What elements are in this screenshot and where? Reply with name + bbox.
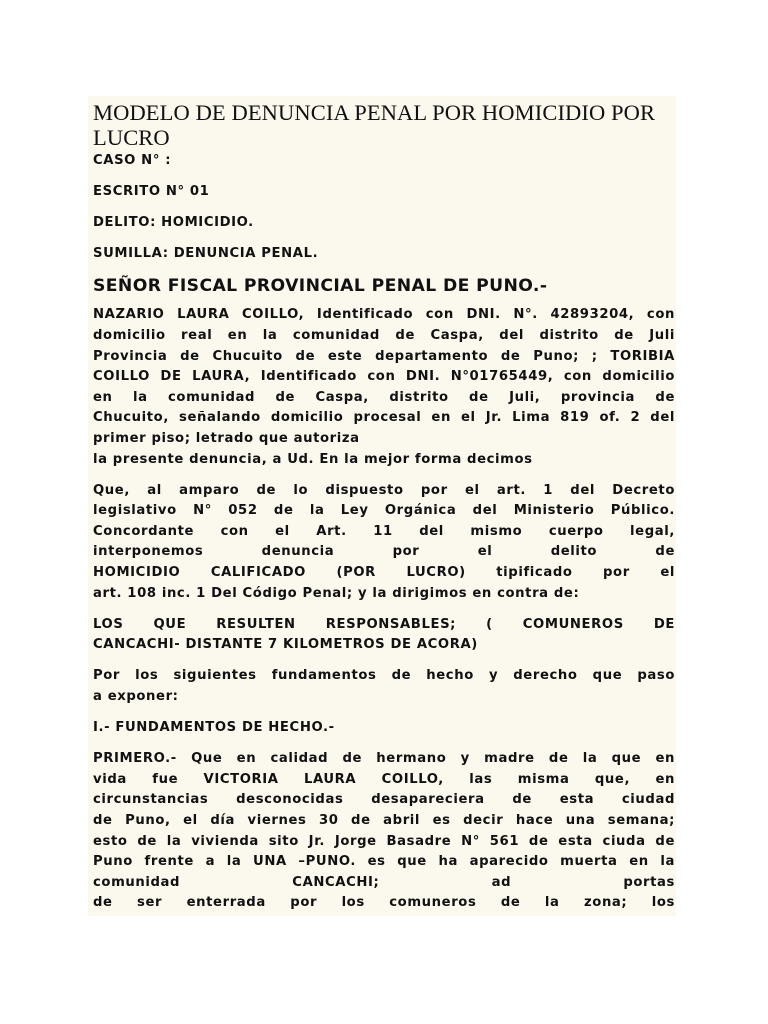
paragraph-line: Puno frente a la UNA –PUNO. es que ha aparecido muerta en la [93, 854, 675, 870]
paragraph-line: interponemos denuncia por el delito de [93, 544, 675, 560]
paragraph-line: en la comunidad de Caspa, distrito de Juli, provincia de [93, 389, 675, 405]
paragraph-line: vida fue VICTORIA LAURA COILLO, las misma que, en [93, 771, 675, 787]
paragraph-line: HOMICIDIO CALIFICADO (POR LUCRO) tipificado por el [93, 565, 675, 580]
document-content [88, 96, 676, 914]
paragraph-line: Chucuito, señalando domicilio procesal en el Jr. Lima 819 of. 2 del [93, 410, 675, 426]
caso-line: CASO N° : [93, 153, 172, 168]
amparo-paragraph [93, 481, 675, 605]
responsables-paragraph [93, 615, 675, 656]
document-title: MODELO DE DENUNCIA PENAL POR HOMICIDIO POR LUCRO [93, 100, 656, 150]
paragraph-line: circunstancias desconocidas desapareciera de esta ciudad [93, 792, 675, 808]
escrito-line: ESCRITO N° 01 [93, 184, 210, 200]
paragraph-line: Por los siguientes fundamentos de hecho y derecho que paso [93, 668, 675, 684]
paragraph-line: esto de la vivienda sito Jr. Jorge Basadre N° 561 de esta ciuda de [93, 833, 675, 849]
paragraph-line: a exponer: [93, 688, 179, 704]
paragraph-line: Que, al amparo de lo dispuesto por el art. 1 del Decreto [93, 482, 675, 498]
paragraph-line: domicilio real en la comunidad de Caspa, del distrito de Juli [93, 327, 675, 343]
paragraph-line: Concordante con el Art. 11 del mismo cuerpo legal, [93, 523, 675, 539]
section-heading: I.- FUNDAMENTOS DE HECHO.- [93, 720, 335, 736]
intro-closing-line: la presente denuncia, a Ud. En la mejor forma decimos [93, 451, 533, 467]
paragraph-line: primer piso; letrado que autoriza [93, 430, 360, 446]
paragraph-line: COILLO DE LAURA, Identificado con DNI. N°01765449, con domicilio [93, 369, 675, 385]
paragraph-line: LOS QUE RESULTEN RESPONSABLES; ( COMUNEROS DE [93, 616, 675, 632]
paragraph-line: legislativo N° 052 de la Ley Orgánica del Ministerio Público. [93, 503, 675, 519]
intro-paragraph [93, 305, 675, 449]
paragraph-line: NAZARIO LAURA COILLO, Identificado con DNI. N°. 42893204, con [93, 307, 675, 323]
fundamentos-paragraph [93, 666, 675, 707]
addressee-heading: SEÑOR FISCAL PROVINCIAL PENAL DE PUNO.- [93, 276, 548, 297]
sumilla-line: SUMILLA: DENUNCIA PENAL. [93, 246, 319, 262]
document-page [88, 96, 676, 916]
primero-paragraph [93, 749, 675, 914]
paragraph-line: comunidad CANCACHI; ad portas [93, 874, 675, 890]
delito-line: DELITO: HOMICIDIO. [93, 215, 254, 231]
paragraph-line: PRIMERO.- Que en calidad de hermano y madre de la que en [93, 751, 675, 767]
paragraph-line: de Puno, el día viernes 30 de abril es decir hace una semana; [93, 812, 675, 828]
paragraph-line: CANCACHI- DISTANTE 7 KILOMETROS DE ACORA) [93, 637, 478, 653]
paragraph-line: art. 108 inc. 1 Del Código Penal; y la dirigimos en contra de: [93, 585, 580, 601]
paragraph-line: de ser enterrada por los comuneros de la zona; los [93, 895, 675, 911]
paragraph-line: Provincia de Chucuito de este departamento de Puno; ; TORIBIA [93, 348, 675, 364]
